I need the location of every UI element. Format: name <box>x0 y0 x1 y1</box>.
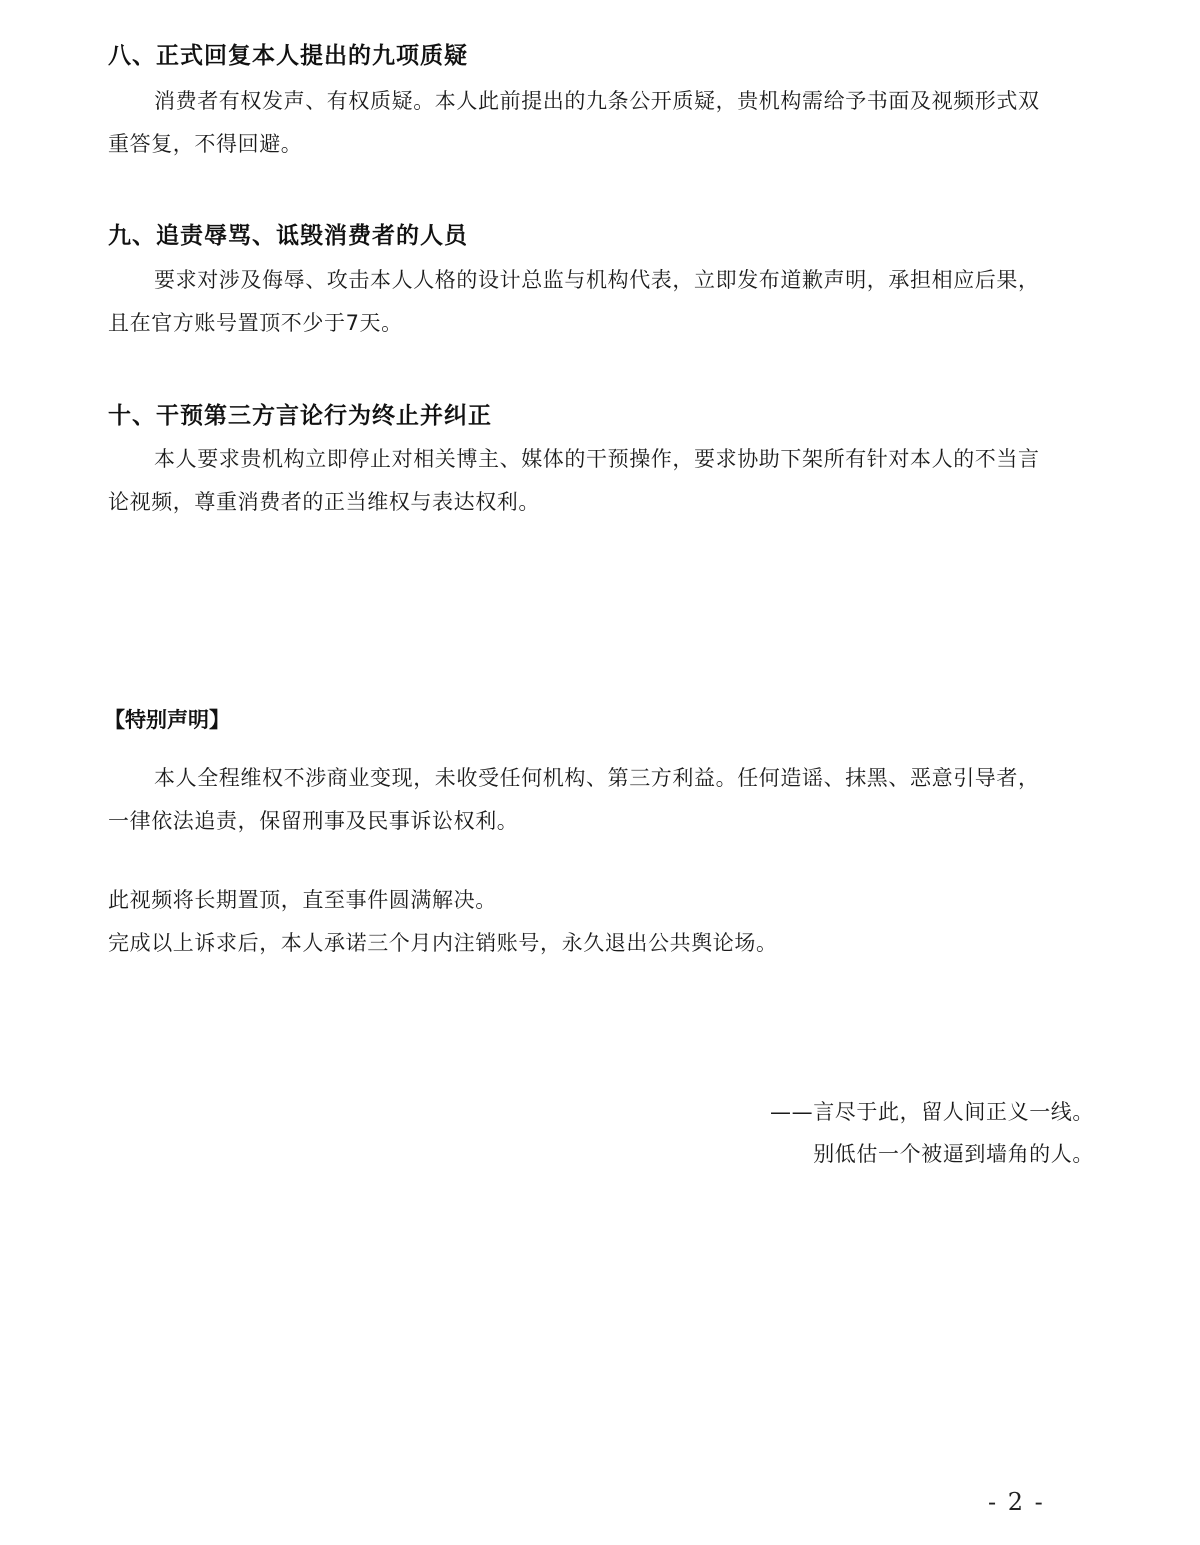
body-line: 要求对涉及侮辱、攻击本人人格的设计总监与机构代表，立即发布道歉声明，承担相应后果， <box>154 268 1040 292</box>
section-heading-8: 八、正式回复本人提出的九项质疑 <box>108 43 468 69</box>
body-line: 且在官方账号置顶不少于7天。 <box>108 311 403 335</box>
section-body-8 <box>108 80 1098 166</box>
body-line: 本人全程维权不涉商业变现，未收受任何机构、第三方利益。任何造谣、抹黑、恶意引导者， <box>154 766 1040 790</box>
body-line: 消费者有权发声、有权质疑。本人此前提出的九条公开质疑，贵机构需给予书面及视频形式双 <box>154 89 1040 113</box>
body-line: 论视频，尊重消费者的正当维权与表达权利。 <box>108 490 540 514</box>
note-line: 此视频将长期置顶，直至事件圆满解决。 <box>108 888 497 912</box>
section-heading-10: 十、干预第三方言论行为终止并纠正 <box>108 403 492 429</box>
closing-line: ——言尽于此，留人间正义一线。 <box>770 1100 1094 1124</box>
body-line: 一律依法追责，保留刑事及民事诉讼权利。 <box>108 809 519 833</box>
page-number: - 2 - <box>988 1488 1045 1516</box>
closing-line: 别低估一个被逼到墙角的人。 <box>813 1142 1094 1166</box>
body-line: 本人要求贵机构立即停止对相关博主、媒体的干预操作，要求协助下架所有针对本人的不当言 <box>154 447 1040 471</box>
special-statement-title: 【特别声明】 <box>104 708 230 732</box>
section-body-9 <box>108 259 1098 345</box>
note-line: 完成以上诉求后，本人承诺三个月内注销账号，永久退出公共舆论场。 <box>108 931 778 955</box>
section-body-10 <box>108 438 1098 524</box>
body-line: 重答复，不得回避。 <box>108 132 303 156</box>
special-statement-body <box>108 757 1098 843</box>
section-heading-9: 九、追责辱骂、诋毁消费者的人员 <box>108 223 468 249</box>
